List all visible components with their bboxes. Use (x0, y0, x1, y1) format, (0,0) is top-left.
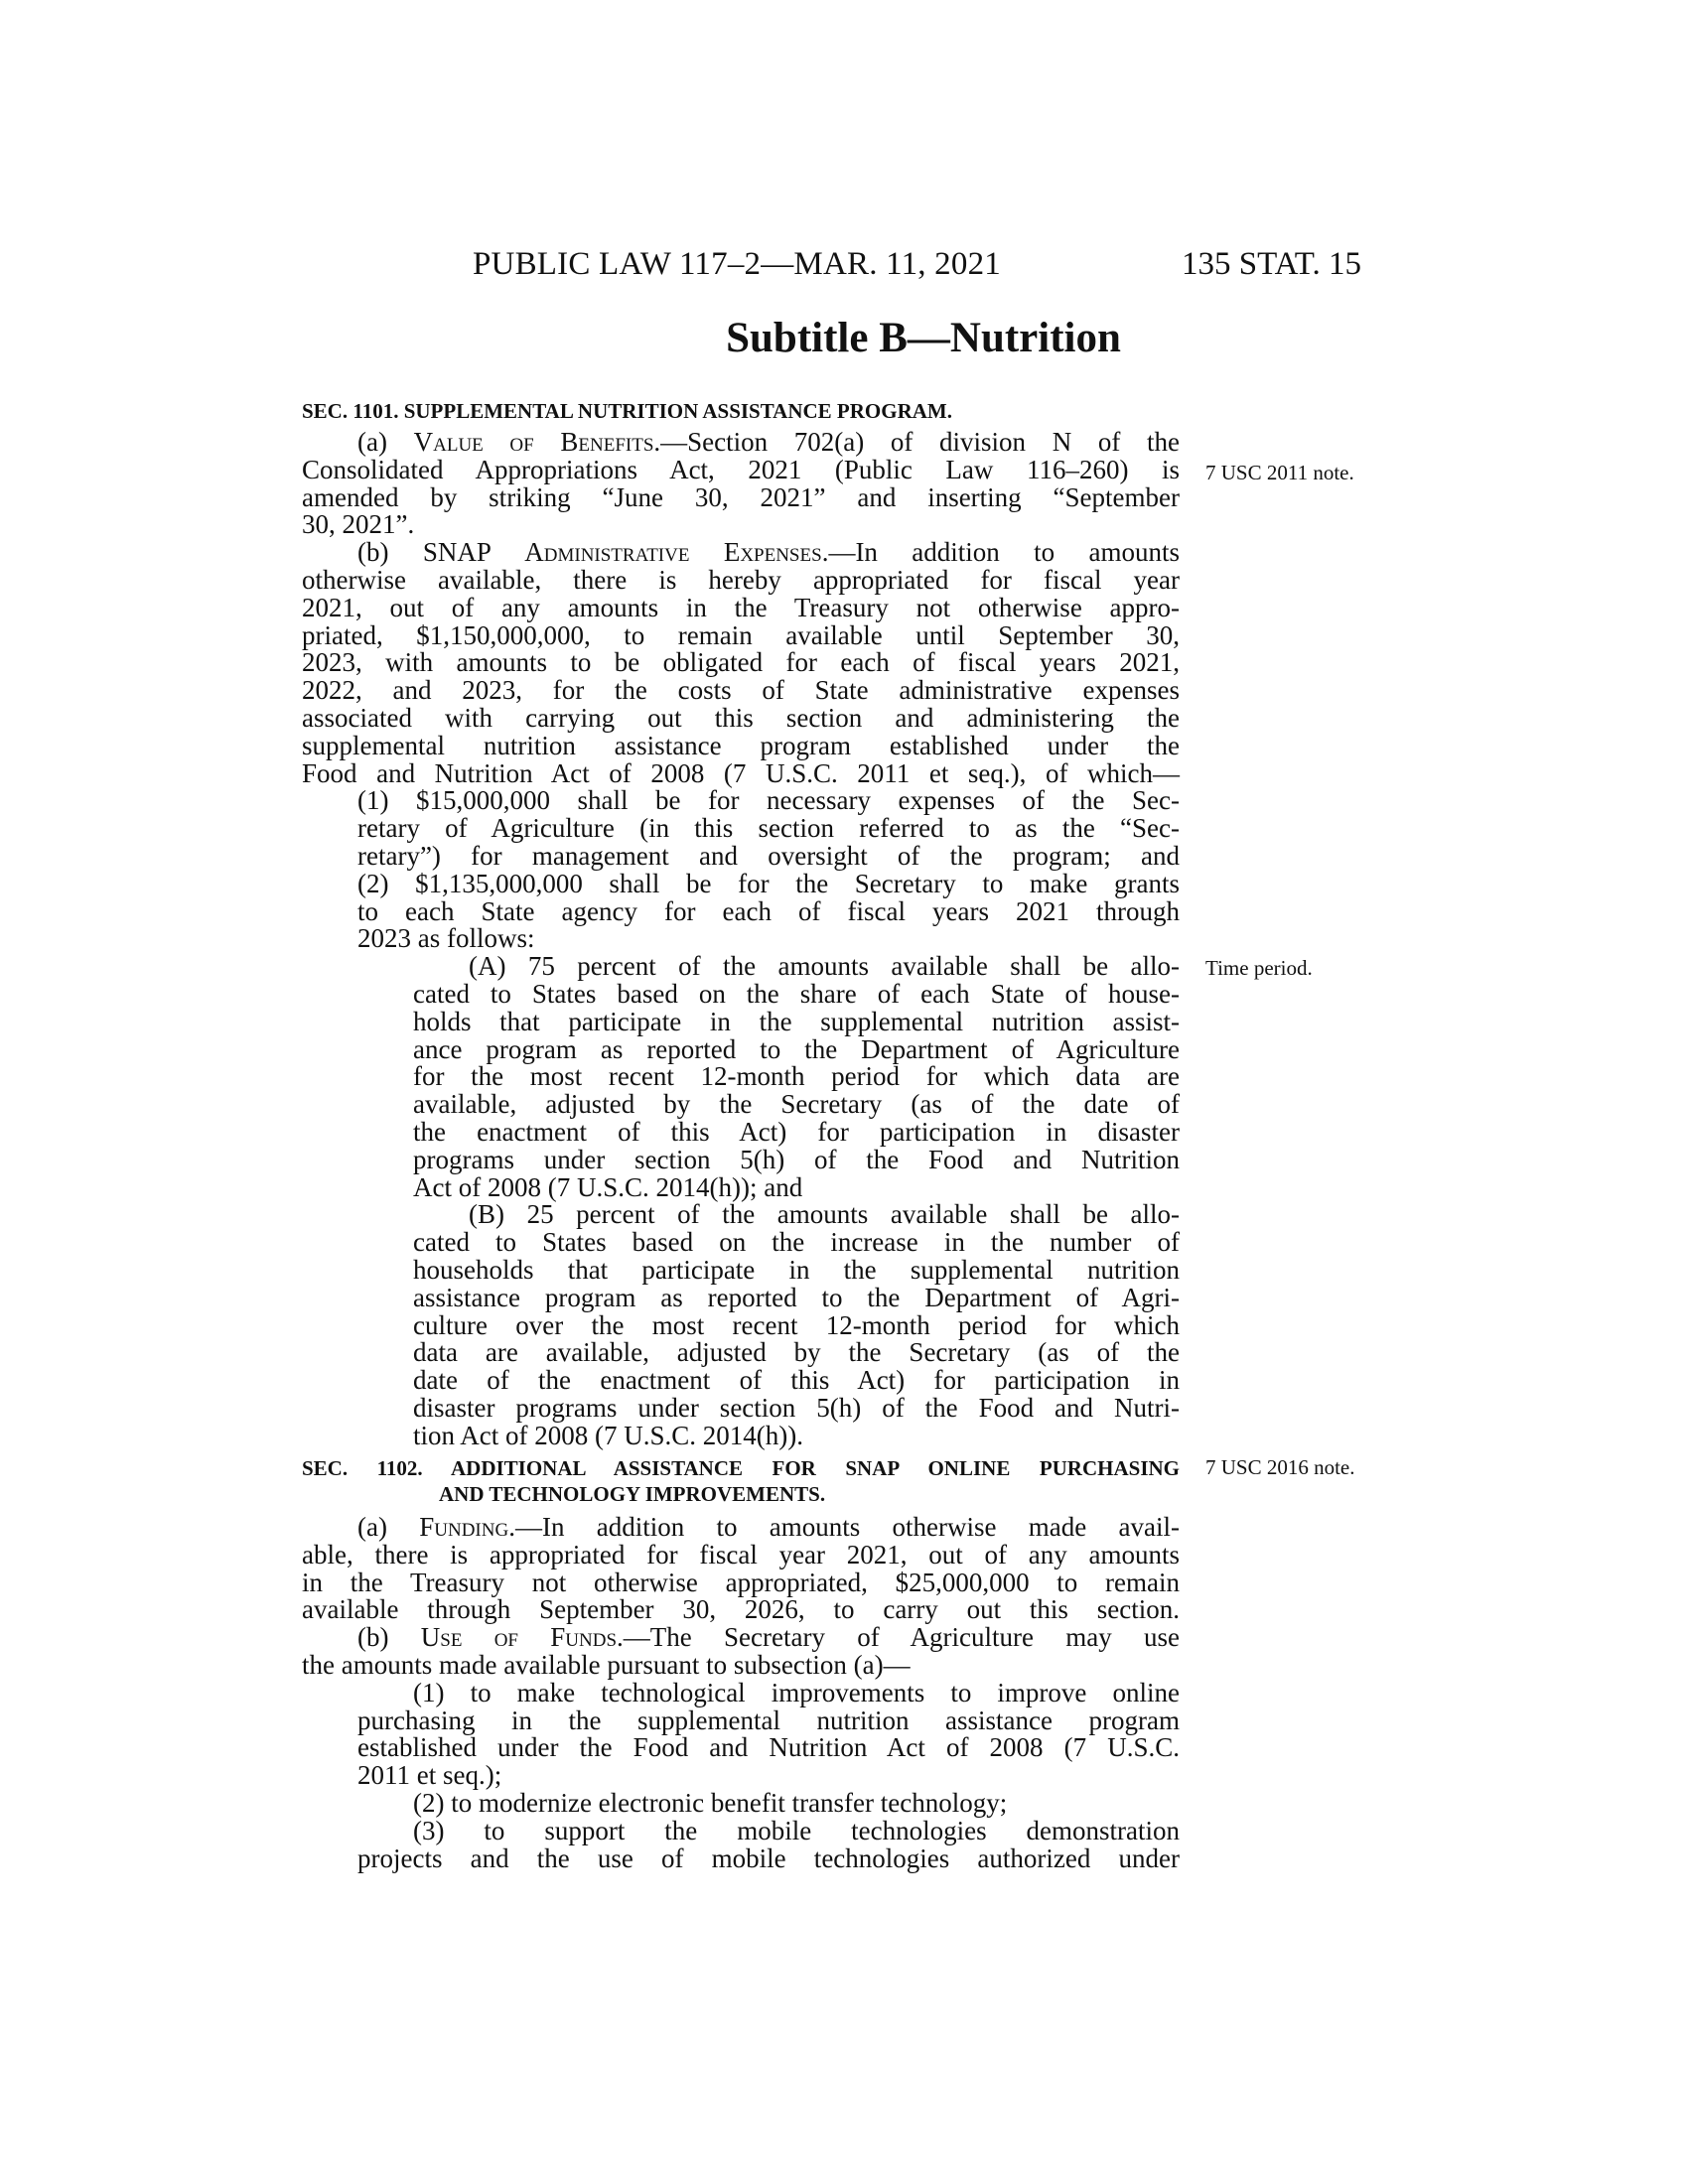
text-line: retary”) for management and oversight of the program; and (357, 840, 1180, 871)
text-line: assistance program as reported to the Department of Agri- (413, 1282, 1180, 1312)
text-line: 2023 as follows: (357, 923, 535, 954)
text-line: programs under section 5(h) of the Food and Nutrition (413, 1144, 1180, 1174)
text-line: the amounts made available pursuant to subsection (a)— (302, 1649, 911, 1680)
text-line: available through September 30, 2026, to carry out this section. (302, 1594, 1180, 1625)
text-line: retary of Agriculture (in this section referred to as the “Sec- (357, 813, 1180, 844)
text-line: date of the enactment of this Act) for participation in (413, 1365, 1180, 1396)
text-line: projects and the use of mobile technologies authorized under (357, 1843, 1180, 1873)
text-line: (a) Value of Benefits.—Section 702(a) of division N of the (357, 427, 1180, 457)
text-line: for the most recent 12-month period for which data are (413, 1061, 1180, 1092)
text-line: able, there is appropriated for fiscal year 2021, out of any amounts (302, 1539, 1180, 1570)
text-line: to each State agency for each of fiscal years 2021 through (357, 895, 1180, 926)
text-line: Food and Nutrition Act of 2008 (7 U.S.C. 2011 et seq.), of which— (302, 757, 1180, 788)
text-line: disaster programs under section 5(h) of the Food and Nutri- (413, 1392, 1180, 1423)
text-line: priated, $1,150,000,000, to remain available until September 30, (302, 619, 1180, 650)
text-line: Consolidated Appropriations Act, 2021 (Public Law 116–260) is (302, 454, 1180, 484)
text-line: cated to States based on the share of each State of house- (413, 978, 1180, 1009)
text-line: (3) to support the mobile technologies demonstration (413, 1815, 1180, 1845)
subtitle-heading: Subtitle B—Nutrition (726, 315, 1121, 361)
text-line: available, adjusted by the Secretary (as of the date of (413, 1089, 1180, 1120)
section-1101-body (302, 429, 1180, 1449)
margin-note-usc-2016: 7 USC 2016 note. (1205, 1455, 1355, 1479)
section-heading: SEC. 1102. ADDITIONAL ASSISTANCE FOR SNAP ONLINE PURCHASING (302, 1456, 1180, 1480)
text-line: established under the Food and Nutrition Act of 2008 (7 U.S.C. (357, 1732, 1180, 1763)
text-line: (2) to modernize electronic benefit transfer technology; (413, 1787, 1008, 1818)
text-line: data are available, adjusted by the Secretary (as of the (413, 1337, 1180, 1368)
text-line: holds that participate in the supplemental nutrition assist- (413, 1006, 1180, 1036)
text-line: in the Treasury not otherwise appropriated, $25,000,000 to remain (302, 1567, 1180, 1597)
running-header-stat-page: 135 STAT. 15 (1182, 246, 1362, 282)
text-line: culture over the most recent 12-month period for which (413, 1309, 1180, 1340)
text-line: (b) SNAP Administrative Expenses.—In addition to amounts (357, 537, 1181, 568)
text-line: (A) 75 percent of the amounts available shall be allo- (469, 951, 1180, 982)
text-line: ance program as reported to the Department of Agriculture (413, 1033, 1180, 1064)
section-heading: SEC. 1101. SUPPLEMENTAL NUTRITION ASSISTANCE PROGRAM. (302, 399, 952, 423)
text-line: (b) Use of Funds.—The Secretary of Agriculture may use (357, 1622, 1181, 1653)
section-1101 (302, 398, 1180, 424)
text-line: 2022, and 2023, for the costs of State administrative expenses (302, 675, 1180, 706)
section-1102 (302, 1455, 1180, 1507)
text-line: (a) Funding.—In addition to amounts otherwise made avail- (357, 1512, 1181, 1542)
text-line: Act of 2008 (7 U.S.C. 2014(h)); and (413, 1171, 803, 1202)
text-line: 2023, with amounts to be obligated for each of fiscal years 2021, (302, 647, 1180, 678)
text-line: purchasing in the supplemental nutrition assistance program (357, 1705, 1180, 1735)
text-line: tion Act of 2008 (7 U.S.C. 2014(h)). (413, 1420, 803, 1450)
running-header-law: PUBLIC LAW 117–2—MAR. 11, 2021 (473, 246, 1001, 282)
text-line: associated with carrying out this section and administering the (302, 702, 1180, 733)
margin-note-usc-2011: 7 USC 2011 note. (1205, 461, 1354, 484)
text-line: (2) $1,135,000,000 shall be for the Secretary to make grants (357, 868, 1180, 898)
margin-note-time-period: Time period. (1205, 956, 1313, 980)
text-line: cated to States based on the increase in the number of (413, 1227, 1180, 1258)
text-line: amended by striking “June 30, 2021” and inserting “September (302, 481, 1180, 512)
text-line: the enactment of this Act) for participation in disaster (413, 1116, 1180, 1147)
section-heading-continued: AND TECHNOLOGY IMPROVEMENTS. (439, 1482, 826, 1506)
section-1102-body (302, 1514, 1180, 1872)
text-line: (1) $15,000,000 shall be for necessary expenses of the Sec- (357, 785, 1180, 816)
text-line: (B) 25 percent of the amounts available shall be allo- (469, 1199, 1180, 1230)
text-line: 30, 2021”. (302, 509, 415, 540)
text-line: households that participate in the supplemental nutrition (413, 1254, 1180, 1285)
text-line: supplemental nutrition assistance program established under the (302, 730, 1180, 760)
text-line: 2021, out of any amounts in the Treasury not otherwise appro- (302, 592, 1180, 622)
text-line: 2011 et seq.); (357, 1760, 502, 1791)
text-line: (1) to make technological improvements to improve online (413, 1677, 1180, 1707)
text-line: otherwise available, there is hereby appropriated for fiscal year (302, 564, 1180, 595)
